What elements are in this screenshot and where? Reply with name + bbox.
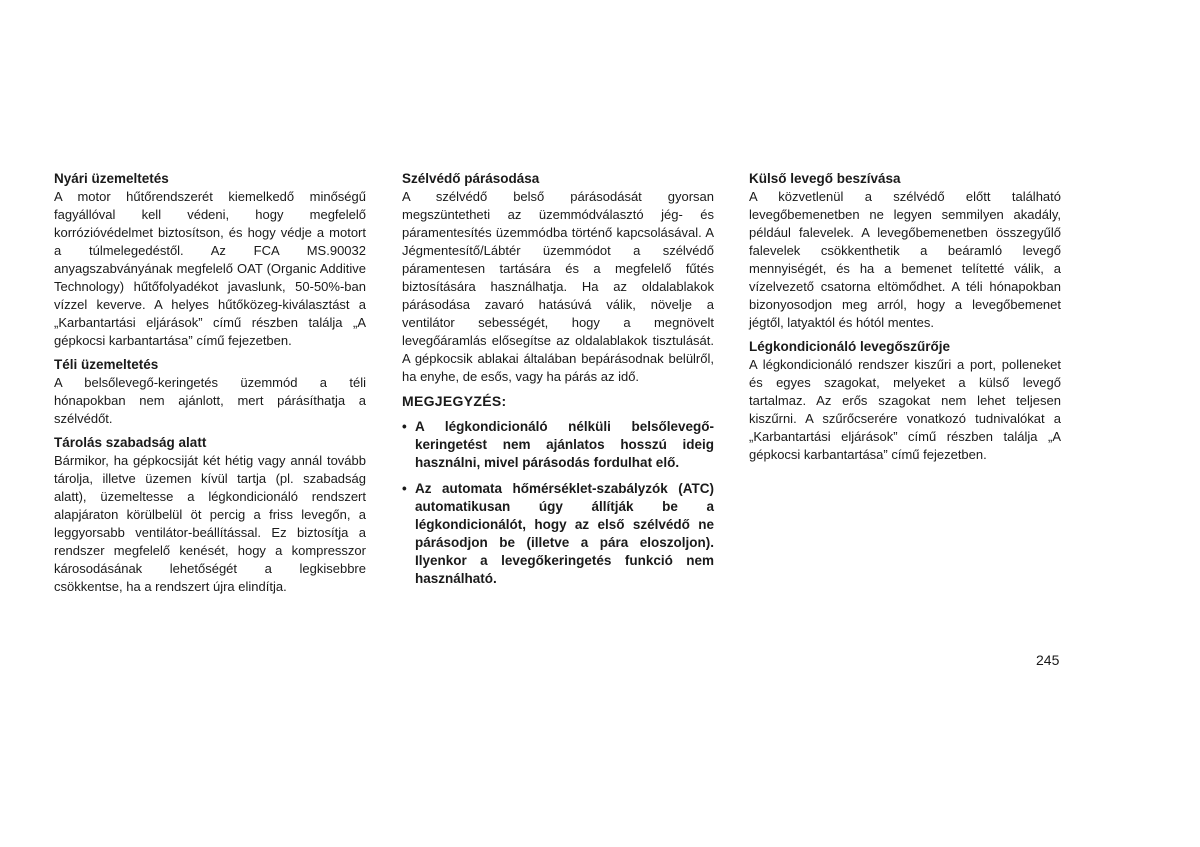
middle-column [402, 170, 714, 596]
note-text: Az automata hőmérséklet-szabályzók (ATC) automatikusan úgy állítják be a légkondicionálót, hogy az első szélvédő ne párásodjon be (illetve a pára eloszoljon). Ilyenkor a levegőkeringetés funkció nem használható. [415, 481, 714, 586]
section-windshield-fogging [402, 170, 714, 386]
section-text: A motor hűtőrendszerét kiemelkedő minőségű fagyállóval kell védeni, hogy megfelelő korrózióvédelmet biztosítson, és hogy védje a motort a túlmelegedéstől. Az FCA MS.90032 anyagszabványának megfelelő OAT (Organic Additive Technology) hűtőfolyadékot javaslunk, 50-50%-ban vízzel keverve. A helyes hűtőközeg-kiválasztást a „Karbantartási eljárások” című részben találja „A gépkocsi karbantartása” című fejezetben. [54, 189, 366, 348]
note-item [402, 480, 714, 588]
section-winter-operation [54, 356, 366, 428]
bullet-icon: • [402, 419, 407, 434]
note-block [402, 392, 714, 588]
section-heading: Tárolás szabadság alatt [54, 435, 207, 450]
section-heading: Téli üzemeltetés [54, 357, 159, 372]
section-heading: Légkondicionáló levegőszűrője [749, 339, 951, 354]
section-vacation-storage [54, 434, 366, 596]
note-text: A légkondicionáló nélküli belsőlevegő-keringetést nem ajánlatos hosszú ideig használni, mivel párásodás fordulhat elő. [415, 419, 714, 470]
note-item [402, 418, 714, 472]
section-heading: Szélvédő párásodása [402, 171, 540, 186]
section-text: A szélvédő belső párásodását gyorsan megszüntetheti az üzemmódválasztó jég- és páramentesítés üzemmódba történő kapcsolásával. A Jégmentesítő/Lábtér üzemmódot a szélvédő páramentesen tartására és a megfelelő fűtés biztosítására használhatja. Ha az oldalablakok párásodása zavaró hatásúvá válik, növelje a ventilátor sebességét, hogy a megnövelt levegőáramlás elősegítse az oldalablakok tisztulását. A gépkocsik ablakai általában bepárásodnak belülről, ha enyhe, de esős, vagy ha párás az idő. [402, 189, 714, 384]
section-text: A belsőlevegő-keringetés üzemmód a téli hónapokban nem ajánlott, mert párásíthatja a szélvédőt. [54, 375, 366, 426]
section-text: A légkondicionáló rendszer kiszűri a port, polleneket és egyes szagokat, melyeket a külső levegő tartalmaz. Az erős szagokat nem lehet teljesen kiszűrni. A szűrőcserére vonatkozó tudnivalókat a „Karbantartási eljárások” című részben találja „A gépkocsi karbantartása” című fejezetben. [749, 357, 1061, 462]
section-heading: Nyári üzemeltetés [54, 171, 169, 186]
left-column [54, 170, 366, 602]
note-list [402, 418, 714, 588]
note-title: MEGJEGYZÉS: [402, 393, 507, 409]
section-text: A közvetlenül a szélvédő előtt található levegőbemenetben ne legyen semmilyen akadály, például falevelek. A levegőbemenetben összegyűlő falevelek csökkenthetik a beáramló levegő mennyiségét, és ha a bemenet telítetté válik, a vízelvezető csatorna eltömődhet. A téli hónapokban bizonyosodjon meg arról, hogy a levegőbemenet jégtől, latyaktól és hótól mentes. [749, 189, 1061, 330]
bullet-icon: • [402, 481, 407, 496]
section-cabin-air-filter [749, 338, 1061, 464]
page-number: 245 [1036, 652, 1060, 668]
right-column [749, 170, 1061, 470]
section-outside-air-intake [749, 170, 1061, 332]
section-summer-operation [54, 170, 366, 350]
section-text: Bármikor, ha gépkocsiját két hétig vagy annál tovább tárolja, illetve üzemen kívül tartja (pl. szabadság alatt), üzemeltesse a légkondicionáló rendszert alapjáraton körülbelül öt percig a friss levegőn, a leggyorsabb ventilátor-beállítással. Ez biztosítja a rendszer megfelelő kenését, hogy a kompresszor károsodásának lehetőségét a legkisebbre csökkentse, ha a rendszert újra elindítja. [54, 453, 366, 594]
section-heading: Külső levegő beszívása [749, 171, 901, 186]
